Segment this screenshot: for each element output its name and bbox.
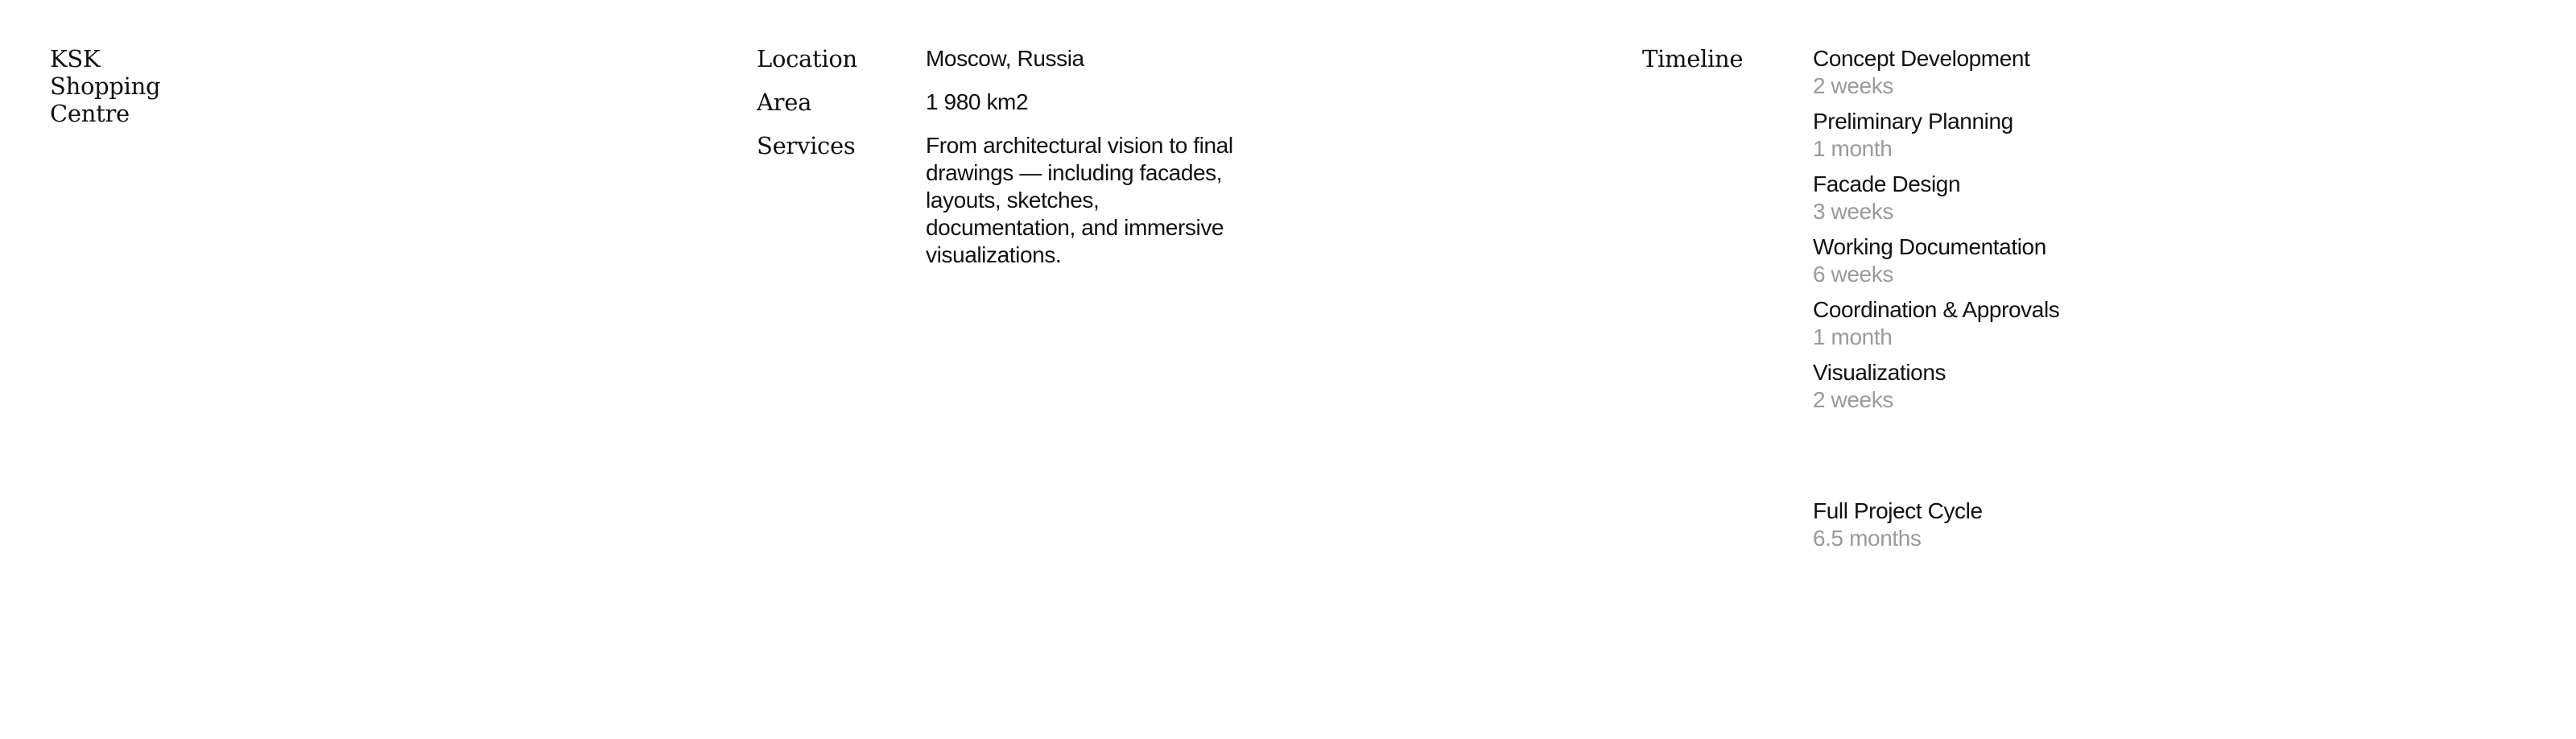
detail-row-area — [757, 89, 1336, 116]
detail-value: Moscow, Russia — [926, 46, 1084, 71]
phase-duration: 3 weeks — [1813, 199, 1893, 224]
total-duration: 6.5 months — [1813, 526, 1922, 551]
timeline-total — [1813, 497, 2296, 552]
timeline-phase — [1813, 233, 2296, 288]
phase-duration: 6 weeks — [1813, 262, 1893, 287]
phase-duration: 2 weeks — [1813, 387, 1893, 412]
timeline-phase — [1813, 45, 2296, 100]
detail-value: 1 980 km2 — [926, 89, 1029, 114]
timeline-section — [1642, 45, 2447, 552]
timeline-phase — [1813, 359, 2296, 414]
project-title-line: Shopping — [50, 72, 161, 100]
phase-duration: 2 weeks — [1813, 73, 1893, 98]
detail-label: Area — [757, 89, 812, 116]
phase-name: Preliminary Planning — [1813, 109, 2013, 134]
timeline-phase — [1813, 108, 2296, 163]
phase-name: Working Documentation — [1813, 234, 2046, 259]
timeline-list — [1813, 45, 2296, 552]
detail-row-location — [757, 45, 1336, 72]
timeline-label: Timeline — [1642, 45, 1744, 72]
phase-name: Coordination & Approvals — [1813, 297, 2060, 322]
project-title-line: KSK — [50, 45, 101, 72]
phase-duration: 1 month — [1813, 136, 1893, 161]
detail-row-services — [757, 132, 1336, 269]
detail-label: Services — [757, 132, 856, 159]
project-details — [757, 45, 1336, 285]
phase-name: Facade Design — [1813, 171, 1961, 196]
project-title — [50, 45, 259, 127]
phase-name: Concept Development — [1813, 46, 2030, 71]
timeline-phase — [1813, 296, 2296, 351]
project-title-line: Centre — [50, 100, 130, 127]
detail-value: From architectural vision to final drawings — including facades, layouts, sketches, documentation, and immersive visualizations. — [926, 133, 1233, 267]
timeline-phase — [1813, 171, 2296, 225]
total-name: Full Project Cycle — [1813, 498, 1983, 523]
phase-name: Visualizations — [1813, 360, 1946, 385]
phase-duration: 1 month — [1813, 324, 1893, 349]
detail-label: Location — [757, 45, 857, 72]
